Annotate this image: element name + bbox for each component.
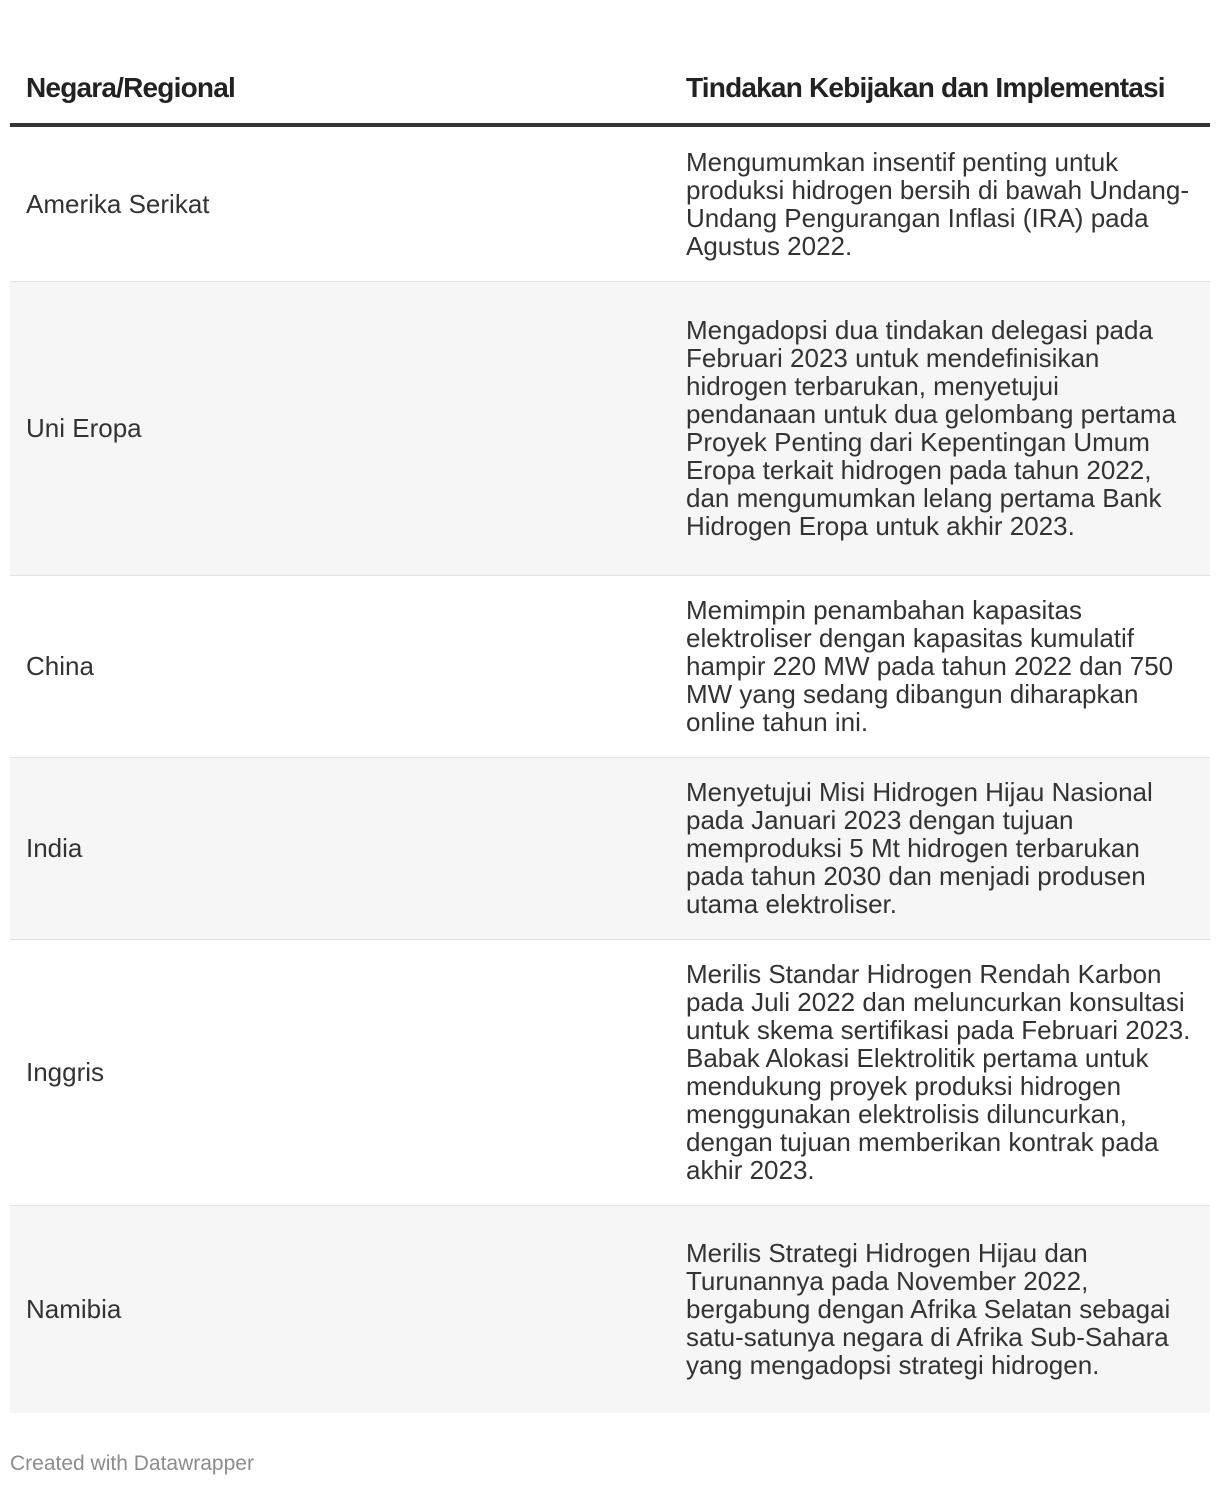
table-body	[10, 125, 1210, 1413]
cell-policy: Memimpin penambahan kapasitas elektroliser dengan kapasitas kumulatif hampir 220 MW pada tahun 2022 dan 750 MW yang sedang dibangun diharapkan online tahun ini.	[670, 575, 1210, 757]
cell-policy: Merilis Strategi Hidrogen Hijau dan Turunannya pada November 2022, bergabung dengan Afrika Selatan sebagai satu-satunya negara di Afrika Sub-Sahara yang mengadopsi strategi hidrogen.	[670, 1205, 1210, 1413]
cell-country: China	[10, 575, 670, 757]
policy-table-container	[10, 0, 1210, 1413]
header-policy: Tindakan Kebijakan dan Implementasi	[670, 0, 1210, 125]
table-row	[10, 1205, 1210, 1413]
header-country: Negara/Regional	[10, 0, 670, 125]
cell-country: India	[10, 757, 670, 939]
table-row	[10, 757, 1210, 939]
cell-country: Namibia	[10, 1205, 670, 1413]
policy-table	[10, 0, 1210, 1413]
cell-country: Uni Eropa	[10, 281, 670, 575]
table-row	[10, 125, 1210, 281]
datawrapper-credit[interactable]: Created with Datawrapper	[10, 1452, 254, 1475]
cell-policy: Menyetujui Misi Hidrogen Hijau Nasional pada Januari 2023 dengan tujuan memproduksi 5 Mt hidrogen terbarukan pada tahun 2030 dan menjadi produsen utama elektroliser.	[670, 757, 1210, 939]
cell-country: Inggris	[10, 939, 670, 1205]
table-row	[10, 281, 1210, 575]
cell-country: Amerika Serikat	[10, 125, 670, 281]
table-header	[10, 0, 1210, 125]
cell-policy: Merilis Standar Hidrogen Rendah Karbon pada Juli 2022 dan meluncurkan konsultasi untuk skema sertifikasi pada Februari 2023. Babak Alokasi Elektrolitik pertama untuk mendukung proyek produksi hidrogen menggunakan elektrolisis diluncurkan, dengan tujuan memberikan kontrak pada akhir 2023.	[670, 939, 1210, 1205]
table-row	[10, 575, 1210, 757]
cell-policy: Mengumumkan insentif penting untuk produksi hidrogen bersih di bawah Undang-Undang Pengurangan Inflasi (IRA) pada Agustus 2022.	[670, 125, 1210, 281]
table-row	[10, 939, 1210, 1205]
cell-policy: Mengadopsi dua tindakan delegasi pada Februari 2023 untuk mendefinisikan hidrogen terbarukan, menyetujui pendanaan untuk dua gelombang pertama Proyek Penting dari Kepentingan Umum Eropa terkait hidrogen pada tahun 2022, dan mengumumkan lelang pertama Bank Hidrogen Eropa untuk akhir 2023.	[670, 281, 1210, 575]
header-row	[10, 0, 1210, 125]
